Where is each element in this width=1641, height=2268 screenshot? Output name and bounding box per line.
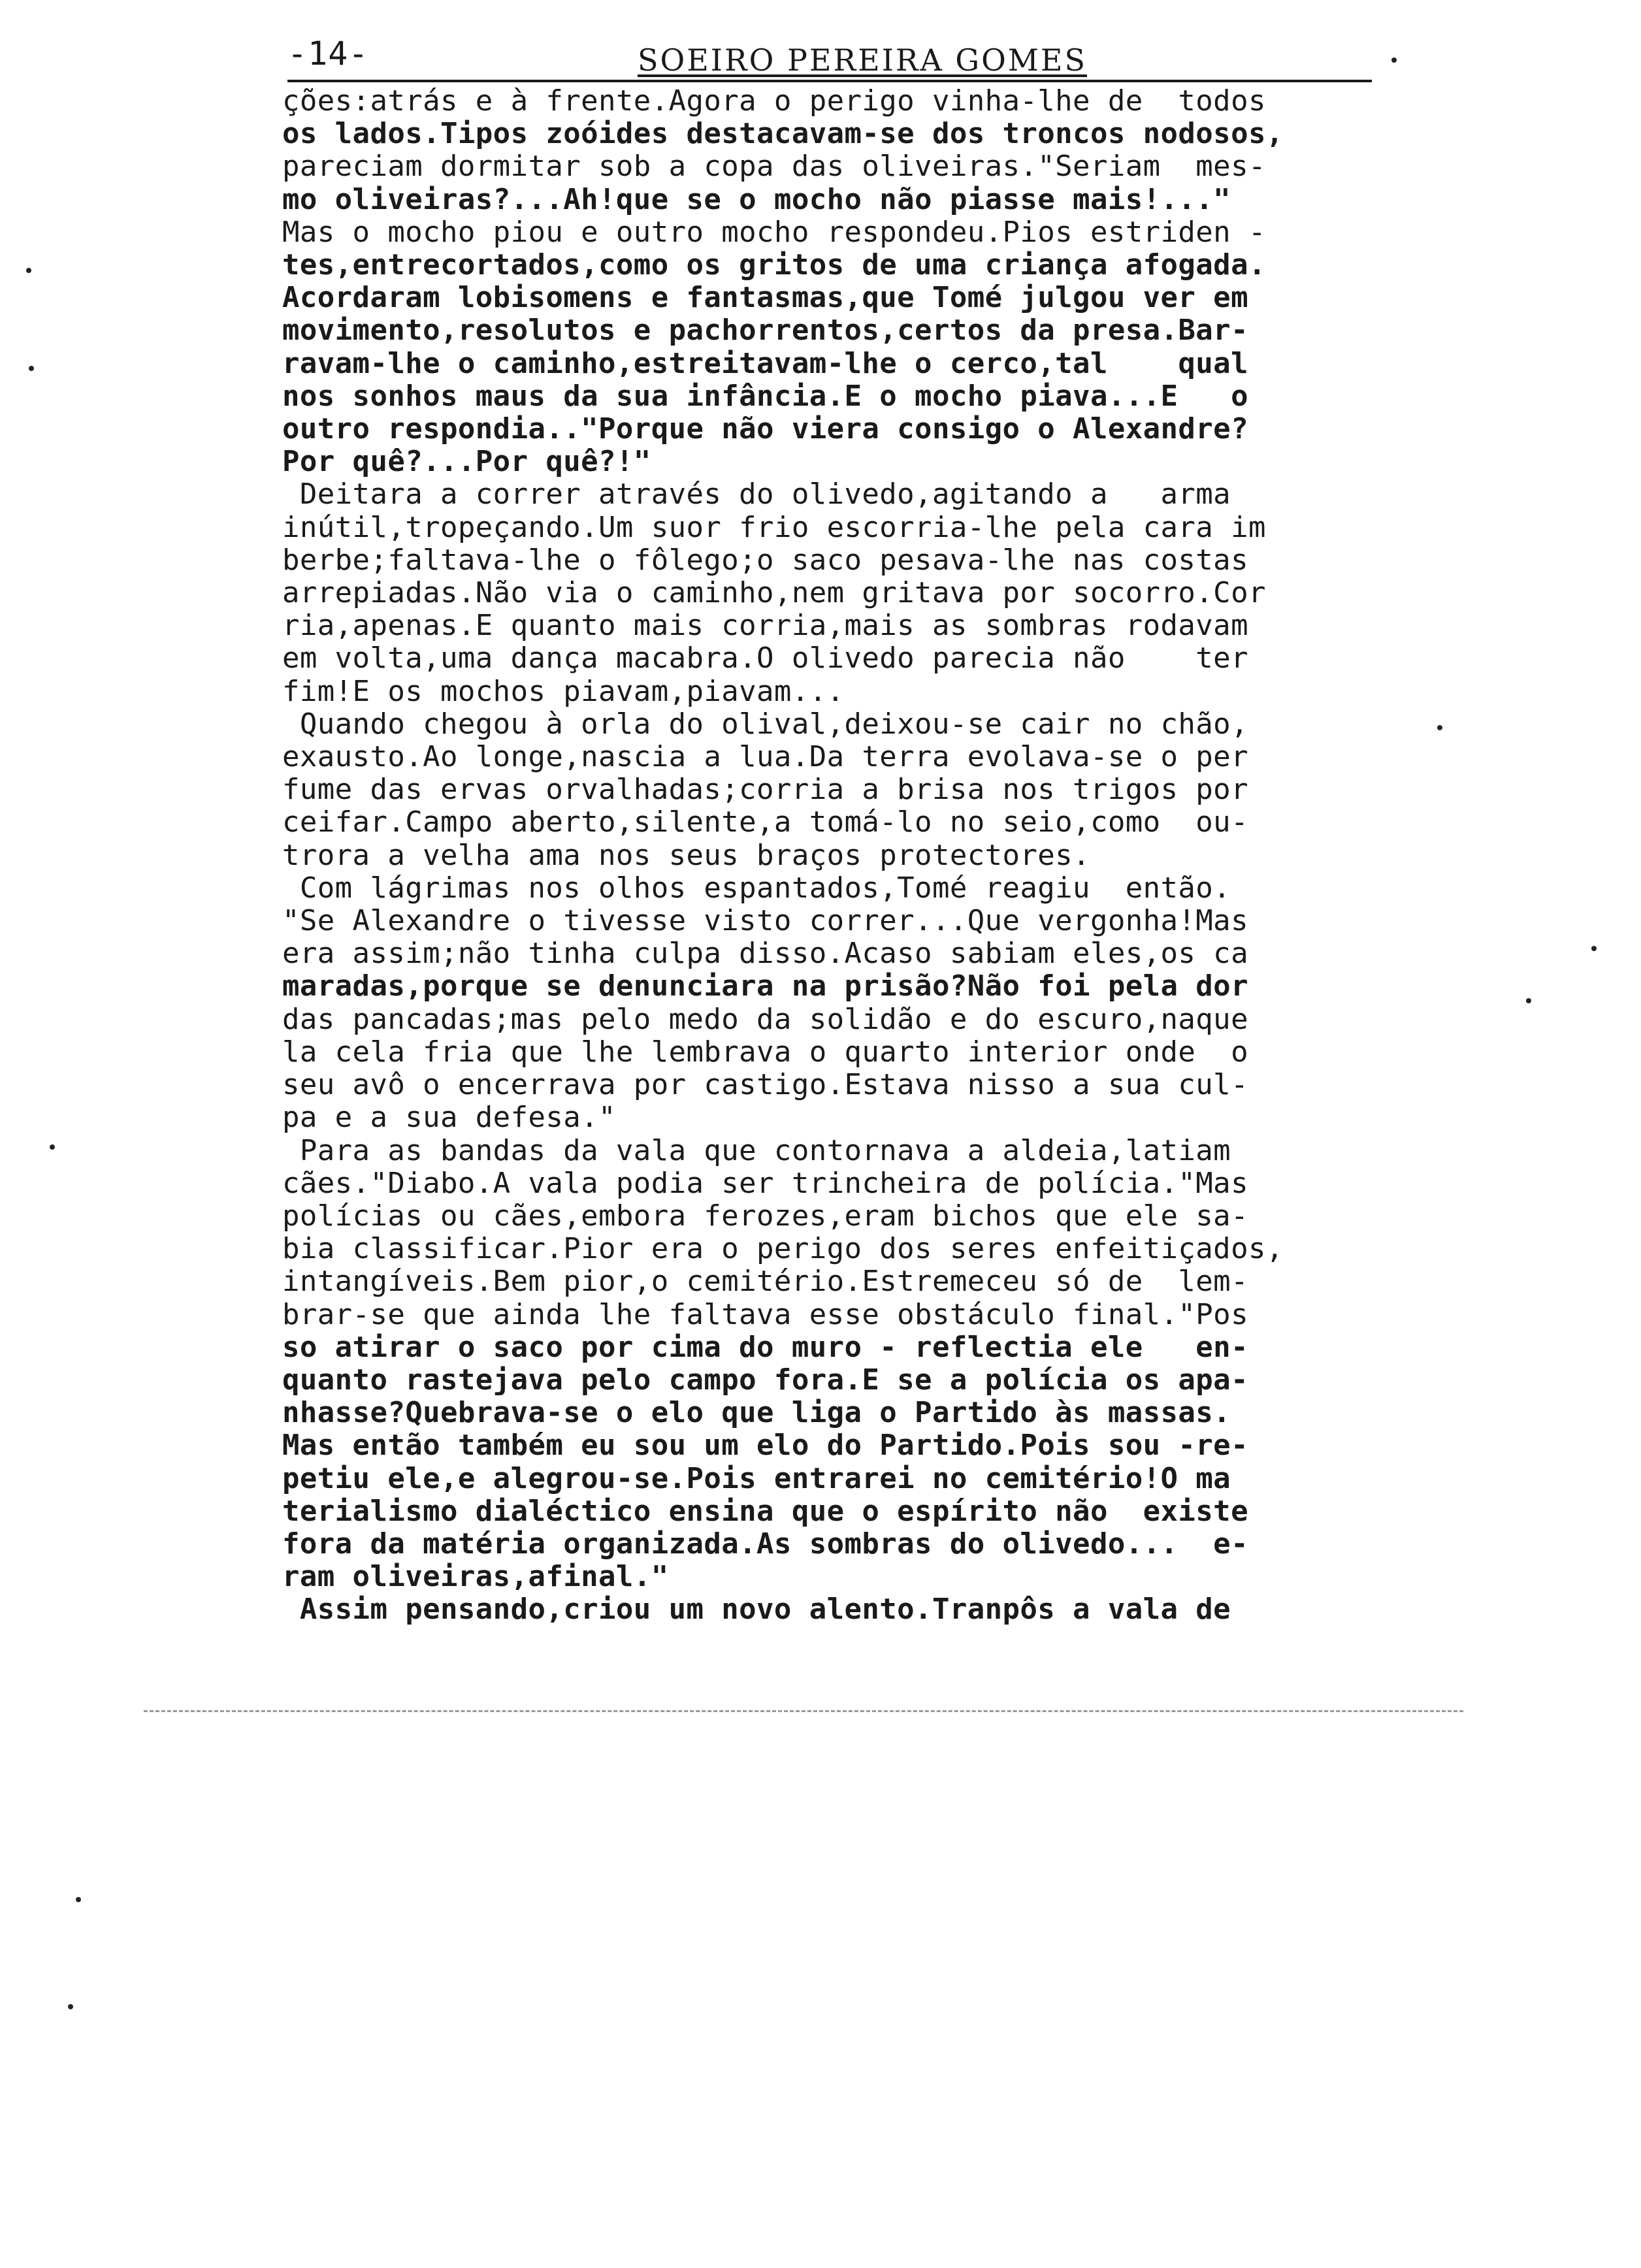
page-number: -14- xyxy=(287,35,369,73)
text-line: maradas,porque se denunciara na prisão?Não foi pela dor xyxy=(282,969,1248,1003)
text-line: berbe;faltava-lhe o fôlego;o saco pesava-lhe nas costas xyxy=(282,543,1248,577)
text-line: quanto rastejava pelo campo fora.E se a polícia os apa- xyxy=(282,1363,1248,1397)
text-line: Para as bandas da vala que contornava a aldeia,latiam xyxy=(282,1133,1231,1167)
text-line: ria,apenas.E quanto mais corria,mais as sombras rodavam xyxy=(282,609,1248,643)
scan-speck xyxy=(29,366,34,371)
text-line: Quando chegou à orla do olival,deixou-se cair no chão, xyxy=(282,707,1248,741)
scan-speck xyxy=(76,1897,81,1902)
scan-speck xyxy=(1526,998,1531,1003)
text-line: so atirar o saco por cima do muro - reflectia ele en- xyxy=(282,1330,1248,1364)
text-line: arrepiadas.Não via o caminho,nem gritava por socorro.Cor xyxy=(282,576,1266,610)
scan-speck xyxy=(26,268,31,273)
text-line: "Se Alexandre o tivesse visto correr...Que vergonha!Mas xyxy=(282,904,1248,938)
text-line: Com lágrimas nos olhos espantados,Tomé reagiu então. xyxy=(282,871,1231,905)
text-line: trora a velha ama nos seus braços protectores. xyxy=(282,838,1090,872)
text-line: Assim pensando,criou um novo alento.Tranpôs a vala de xyxy=(282,1593,1231,1627)
text-line: Mas o mocho piou e outro mocho respondeu.Pios estriden - xyxy=(282,215,1266,249)
text-line: Acordaram lobisomens e fantasmas,que Tomé julgou ver em xyxy=(282,281,1248,315)
header-rule xyxy=(287,80,1372,82)
text-line: tes,entrecortados,como os gritos de uma criança afogada. xyxy=(282,248,1266,282)
text-line: fume das ervas orvalhadas;corria a brisa nos trigos por xyxy=(282,773,1248,807)
text-line: cães."Diabo.A vala podia ser trincheira de polícia."Mas xyxy=(282,1166,1248,1200)
scan-speck xyxy=(50,1144,55,1150)
text-line: ravam-lhe o caminho,estreitavam-lhe o cerco,tal qual xyxy=(282,346,1248,380)
text-line: ram oliveiras,afinal." xyxy=(282,1560,669,1594)
running-title: SOEIRO PEREIRA GOMES xyxy=(638,42,1087,78)
text-line: os lados.Tipos zoóides destacavam-se dos troncos nodosos, xyxy=(282,117,1284,151)
text-line: em volta,uma dança macabra.O olivedo parecia não ter xyxy=(282,641,1248,675)
text-line: pa e a sua defesa." xyxy=(282,1101,616,1135)
body-text xyxy=(282,85,1386,1627)
text-line: era assim;não tinha culpa disso.Acaso sabiam eles,os ca xyxy=(282,937,1248,971)
text-line: Por quê?...Por quê?!" xyxy=(282,445,651,479)
text-line: movimento,resolutos e pachorrentos,certos da presa.Bar- xyxy=(282,314,1248,348)
text-line: outro respondia.."Porque não viera consigo o Alexandre? xyxy=(282,412,1248,446)
text-line: das pancadas;mas pelo medo da solidão e do escuro,naque xyxy=(282,1002,1248,1036)
scan-speck xyxy=(1437,725,1442,730)
text-line: nos sonhos maus da sua infância.E o mocho piava...E o xyxy=(282,379,1248,413)
text-line: brar-se que ainda lhe faltava esse obstáculo final."Pos xyxy=(282,1297,1248,1331)
text-line: nhasse?Quebrava-se o elo que liga o Partido às massas. xyxy=(282,1396,1231,1430)
text-line: bia classificar.Pior era o perigo dos seres enfeitiçados, xyxy=(282,1232,1284,1266)
text-line: petiu ele,e alegrou-se.Pois entrarei no cemitério!O ma xyxy=(282,1461,1231,1495)
text-line: fora da matéria organizada.As sombras do olivedo... e- xyxy=(282,1527,1248,1561)
text-line: exausto.Ao longe,nascia a lua.Da terra evolava-se o per xyxy=(282,740,1248,774)
text-line: seu avô o encerrava por castigo.Estava nisso a sua cul- xyxy=(282,1068,1248,1102)
text-line: terialismo dialéctico ensina que o espírito não existe xyxy=(282,1494,1248,1528)
text-line: ções:atrás e à frente.Agora o perigo vinha-lhe de todos xyxy=(282,84,1266,118)
text-line: intangíveis.Bem pior,o cemitério.Estremeceu só de lem- xyxy=(282,1265,1248,1299)
text-line: pareciam dormitar sob a copa das oliveiras."Seriam mes- xyxy=(282,150,1266,184)
scan-speck xyxy=(68,2004,73,2009)
text-line: mo oliveiras?...Ah!que se o mocho não piasse mais!..." xyxy=(282,182,1231,216)
text-line: ceifar.Campo aberto,silente,a tomá-lo no seio,como ou- xyxy=(282,805,1248,839)
text-line: inútil,tropeçando.Um suor frio escorria-lhe pela cara im xyxy=(282,510,1266,544)
scan-speck xyxy=(1591,946,1597,951)
bottom-rule xyxy=(144,1710,1463,1712)
text-line: la cela fria que lhe lembrava o quarto interior onde o xyxy=(282,1035,1248,1069)
text-line: Deitara a correr através do olivedo,agitando a arma xyxy=(282,478,1231,511)
text-line: fim!E os mochos piavam,piavam... xyxy=(282,674,845,708)
scan-speck xyxy=(1391,57,1397,63)
text-line: Mas então também eu sou um elo do Partido.Pois sou -re- xyxy=(282,1429,1248,1463)
page-header xyxy=(287,33,1385,85)
text-line: polícias ou cães,embora ferozes,eram bichos que ele sa- xyxy=(282,1199,1248,1233)
